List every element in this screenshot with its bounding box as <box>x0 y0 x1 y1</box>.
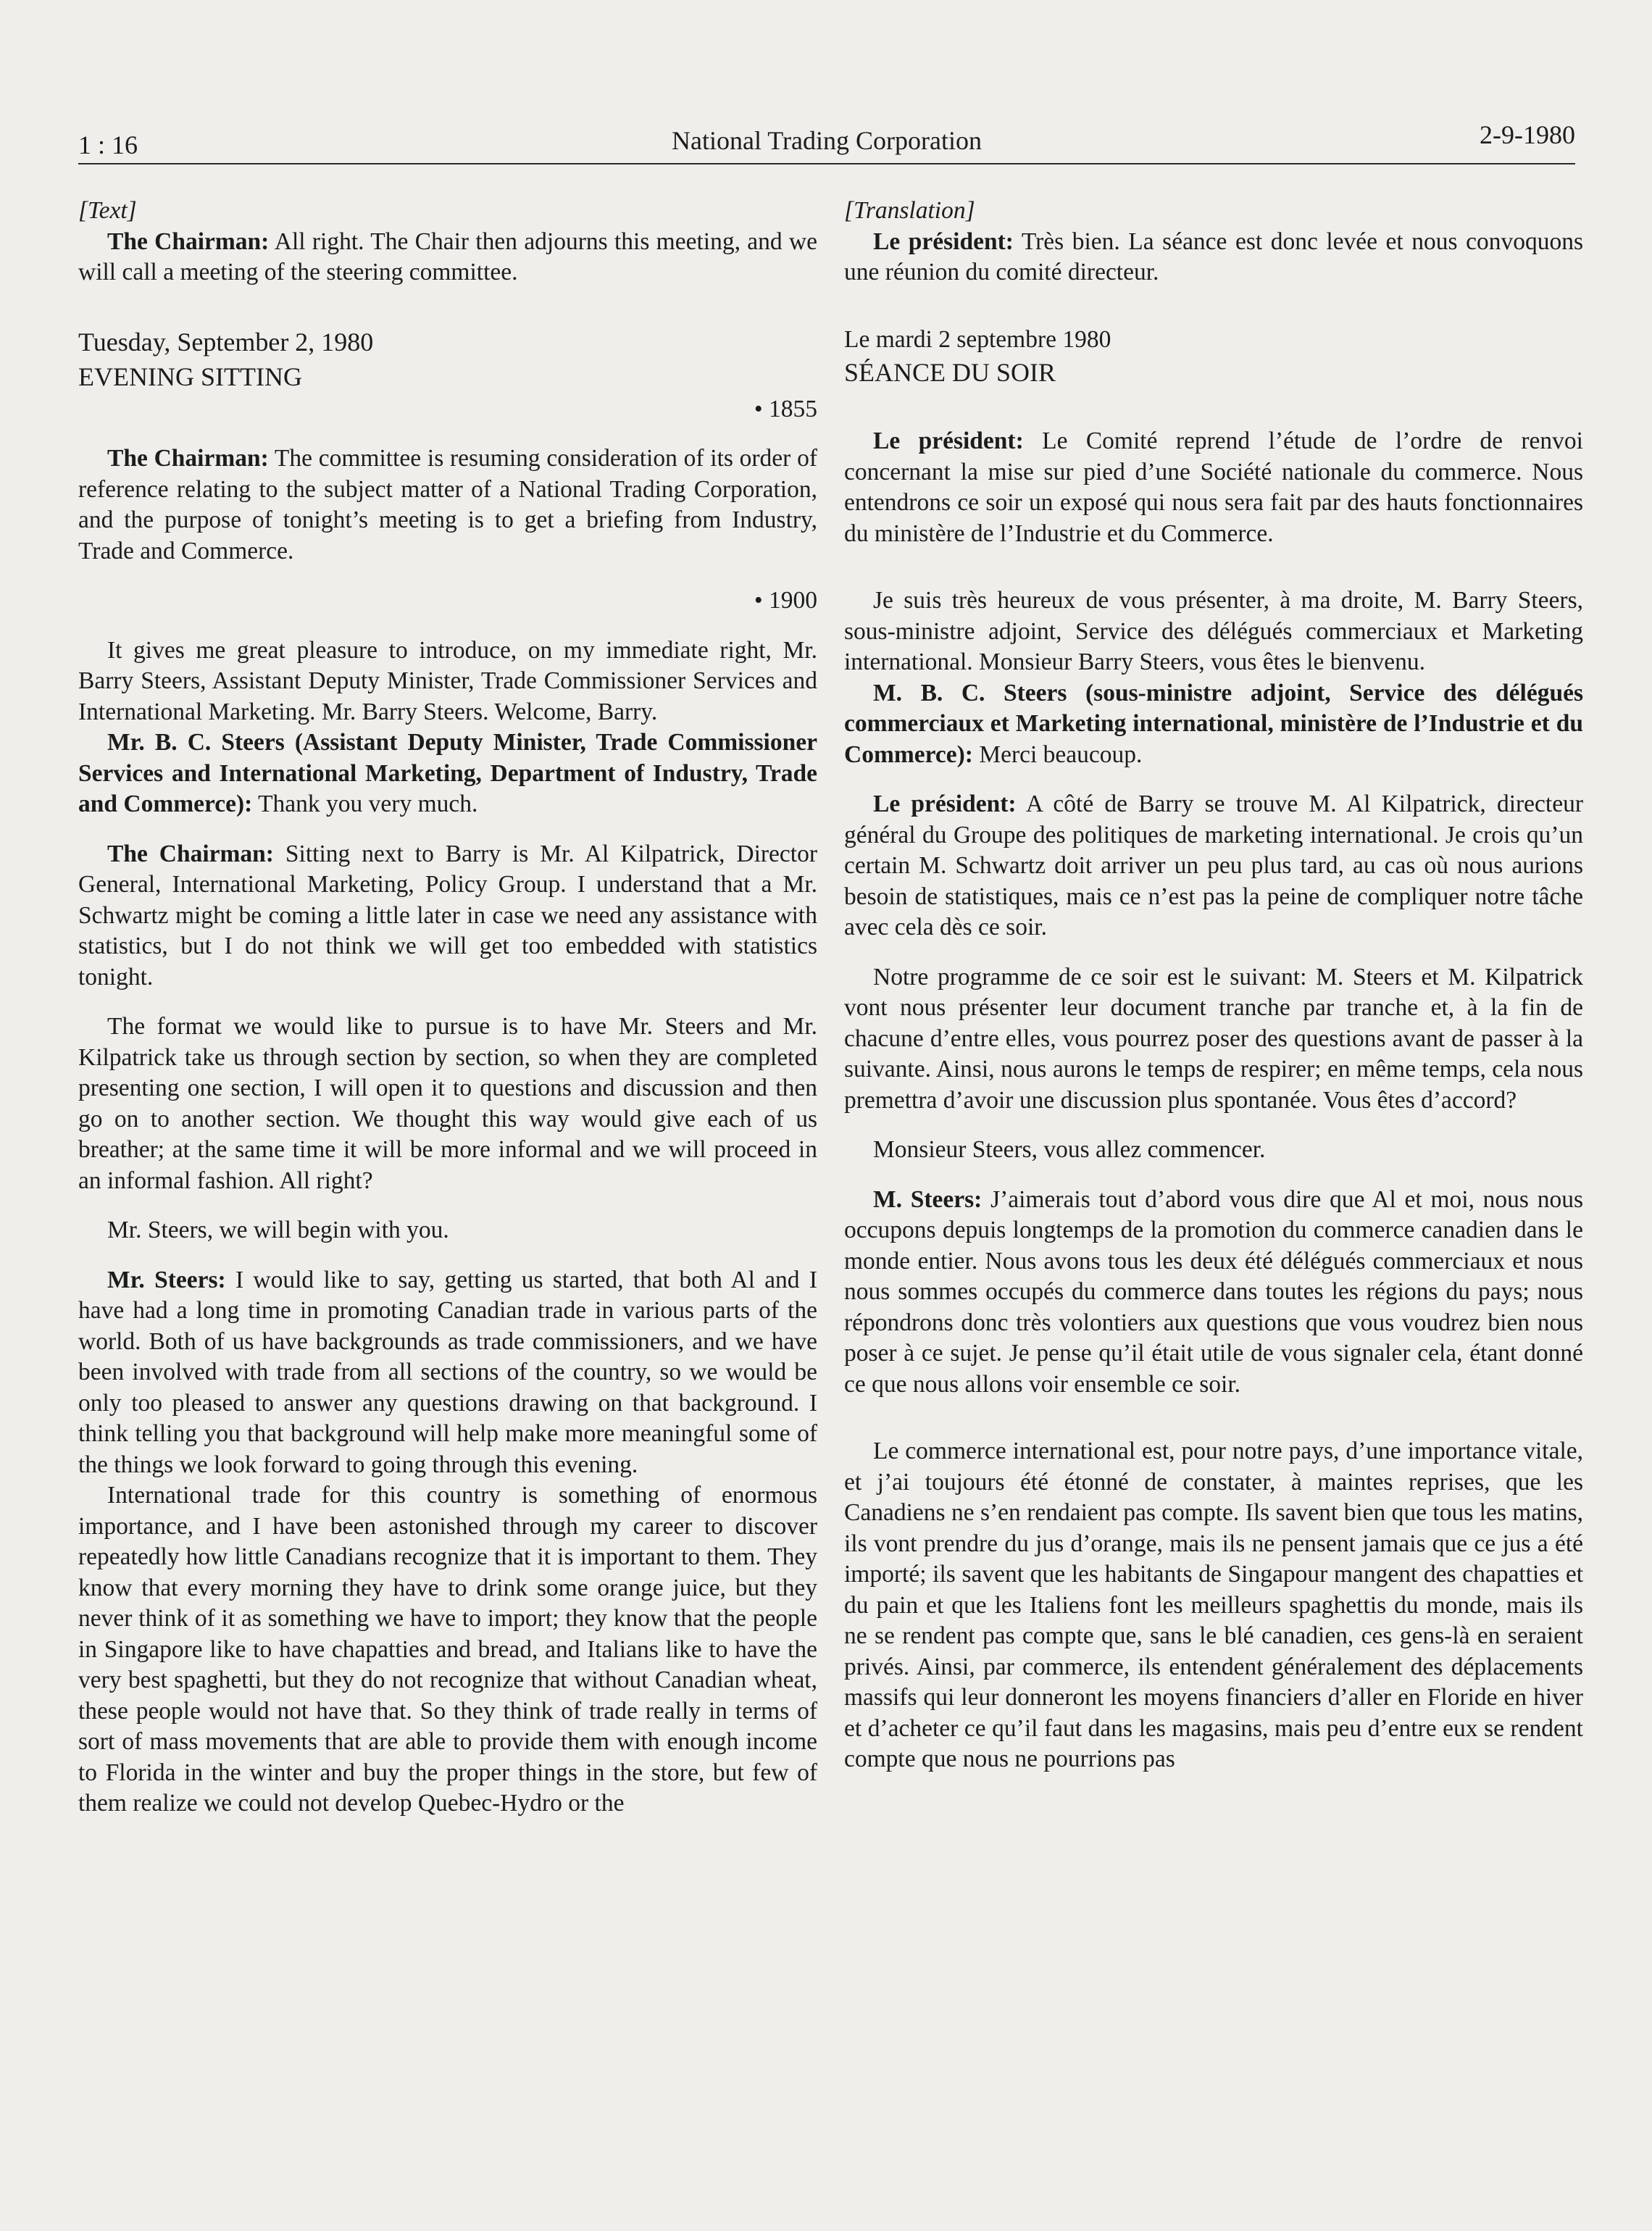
speech-text: Thank you very much. <box>252 791 478 817</box>
paragraph <box>78 443 817 567</box>
speaker-name: Le président: <box>873 228 1014 255</box>
speaker-name: The Chairman: <box>107 228 270 255</box>
speech-text: Sitting next to Barry is Mr. Al Kilpatrick, Director General, International Marketing, Policy Group. I understand that a Mr. Schwartz might be coming a little later in case we need any assistance with statistics, but I do not think we will get too embedded with statistics tonight. <box>78 840 817 991</box>
paragraph <box>78 727 817 820</box>
speech-text: Merci beaucoup. <box>972 741 1143 768</box>
paragraph: Je suis très heureux de vous présenter, à ma droite, M. Barry Steers, sous-ministre adjoint, Service des délégués commerciaux et Marketing international. Monsieur Barry Steers, vous êtes le bienvenu. <box>844 587 1583 675</box>
header-title: National Trading Corporation <box>672 126 982 155</box>
paragraph <box>844 426 1583 549</box>
date-line: Tuesday, September 2, 1980 <box>78 327 374 356</box>
speaker-name: M. Steers: <box>873 1185 983 1213</box>
time-marker: • 1855 <box>754 395 817 422</box>
time-marker: • 1900 <box>754 587 817 614</box>
paragraph: Le commerce international est, pour notre pays, d’une importance vitale, et j’ai toujours été étonné de constater, à maintes reprises, que les Canadiens ne s’en rendaient pas compte. Ils savent bien que tous les matins, ils vont prendre du jus d’orange, mais ils ne pensent jamais que ce jus a été importé; ils savent que les habitants de Singapour mangent des chapatties et du pain et que les Italiens font les meilleurs spaghettis du monde, mais ils ne se rendent pas compte que, sans le blé canadien, ces gens-là en seraient privés. Ainsi, par commerce, ils entendent généralement des déplacements massifs qui leur donneront les moyens financiers d’aller en Floride en hiver et d’acheter ce qu’il faut dans les magasins, mais peu d’entre eux se rendent compte que nous ne pourrions pas <box>844 1438 1583 1772</box>
speech-text: J’aimerais tout d’abord vous dire que Al et moi, nous nous occupons depuis longtemps de la promotion du commerce canadien dans le monde entier. Nous avons tous les deux été délégués commerciaux et nous nous sommes occupés du commerce dans toutes les régions du pays; nous répondrons donc très volontiers aux questions que vous voudrez bien nous poser à ce sujet. Je pense qu’il était utile de vous signaler cela, étant donné ce que nous allons voir ensemble ce soir. <box>844 1185 1583 1398</box>
page-number: 1 : 16 <box>78 130 138 159</box>
sitting-heading: SÉANCE DU SOIR <box>844 358 1056 387</box>
speaker-name: Mr. B. C. Steers (Assistant Deputy Minister, Trade Commissioner Services and International Marketing, Department of Industry, Trade and Commerce): <box>78 729 817 817</box>
speech-text: A côté de Barry se trouve M. Al Kilpatrick, directeur général du Groupe des politiques de marketing international. Je crois qu’un certain M. Schwartz doit arriver un peu plus tard, au cas où nous aurions besoin de statistiques, mais ce n’est pas la peine de compliquer notre tâche avec cela dès ce soir. <box>844 791 1583 941</box>
speech-text: Le Comité reprend l’étude de l’ordre de renvoi concernant la mise sur pied d’une Société nationale du commerce. Nous entendrons ce soir un exposé qui nous sera fait par des hauts fonctionnaires du ministère de l’Industrie et du Commerce. <box>844 428 1583 547</box>
header-date: 2-9-1980 <box>1480 120 1575 149</box>
speech-text: I would like to say, getting us started, that both Al and I have had a long time in promoting Canadian trade in various parts of the world. Both of us have backgrounds as trade commissioners, and we have been involved with trade from all sections of the country, so we would be only too pleased to answer any questions drawing on that background. I think telling you that background will help make more meaningful some of the things we look forward to going through this evening. <box>78 1266 817 1478</box>
paragraph: It gives me great pleasure to introduce, on my immediate right, Mr. Barry Steers, Assistant Deputy Minister, Trade Commissioner Services and International Marketing. Mr. Barry Steers. Welcome, Barry. <box>78 636 817 725</box>
paragraph <box>844 678 1583 771</box>
text-label: [Text] <box>78 197 137 224</box>
paragraph <box>844 227 1583 288</box>
sitting-heading: EVENING SITTING <box>78 362 302 391</box>
speaker-name: Le président: <box>873 428 1024 454</box>
paragraph <box>78 1265 817 1481</box>
paragraph <box>78 227 817 288</box>
speech-text: Très bien. La séance est donc levée et nous convoquons une réunion du comité directeur. <box>844 228 1583 285</box>
english-column <box>78 196 817 1819</box>
speaker-name: The Chairman: <box>107 840 274 867</box>
paragraph <box>844 789 1583 943</box>
speaker-name: M. B. C. Steers (sous-ministre adjoint, Service des délégués commerciaux et Marketing international, ministère de l’Industrie et du Commerce): <box>844 679 1583 768</box>
speaker-name: The Chairman: <box>107 445 269 472</box>
paragraph: The format we would like to pursue is to have Mr. Steers and Mr. Kilpatrick take us through section by section, so when they are completed presenting one section, I will open it to questions and discussion and then go on to another section. We thought this way would give each of us breather; at the same time it will be more informal and we will proceed in an informal fashion. All right? <box>78 1013 817 1194</box>
running-header <box>78 120 1575 164</box>
paragraph <box>844 1185 1583 1401</box>
french-column <box>844 196 1583 1775</box>
paragraph: Notre programme de ce soir est le suivant: M. Steers et M. Kilpatrick vont nous présenter leur document tranche par tranche et, à la fin de chacune d’entre elles, vous pourrez poser des questions avant de passer à la suivante. Ainsi, nous aurons le temps de respirer; en même temps, cela nous premettra d’avoir une discussion plus spontanée. Vous êtes d’accord? <box>844 963 1583 1114</box>
date-line: Le mardi 2 septembre 1980 <box>844 325 1111 353</box>
speech-text: The committee is resuming consideration of its order of reference relating to the subject matter of a National Trading Corporation, and the purpose of tonight’s meeting is to get a briefing from Industry, Trade and Commerce. <box>78 445 817 564</box>
paragraph: Monsieur Steers, vous allez commencer. <box>873 1136 1266 1163</box>
paragraph <box>78 839 817 993</box>
speech-text: All right. The Chair then adjourns this meeting, and we will call a meeting of the steering committee. <box>78 228 817 285</box>
paragraph: International trade for this country is something of enormous importance, and I have been astonished through my career to discover repeatedly how little Canadians recognize that it is important to them. They know that every morning they have to drink some orange juice, but they never think of it as something we have to import; they know that the people in Singapore like to have chapatties and bread, and Italians like to have the very best spaghetti, but they do not recognize that without Canadian wheat, these people would not have that. So they think of trade really in terms of sort of mass movements that are able to provide them with enough income to Florida in the winter and buy the proper things in the store, but few of them realize we could not develop Quebec-Hydro or the <box>78 1482 817 1817</box>
paragraph: Mr. Steers, we will begin with you. <box>107 1217 449 1243</box>
translation-label: [Translation] <box>844 197 975 224</box>
speaker-name: Le président: <box>873 791 1017 817</box>
speaker-name: Mr. Steers: <box>107 1266 226 1293</box>
